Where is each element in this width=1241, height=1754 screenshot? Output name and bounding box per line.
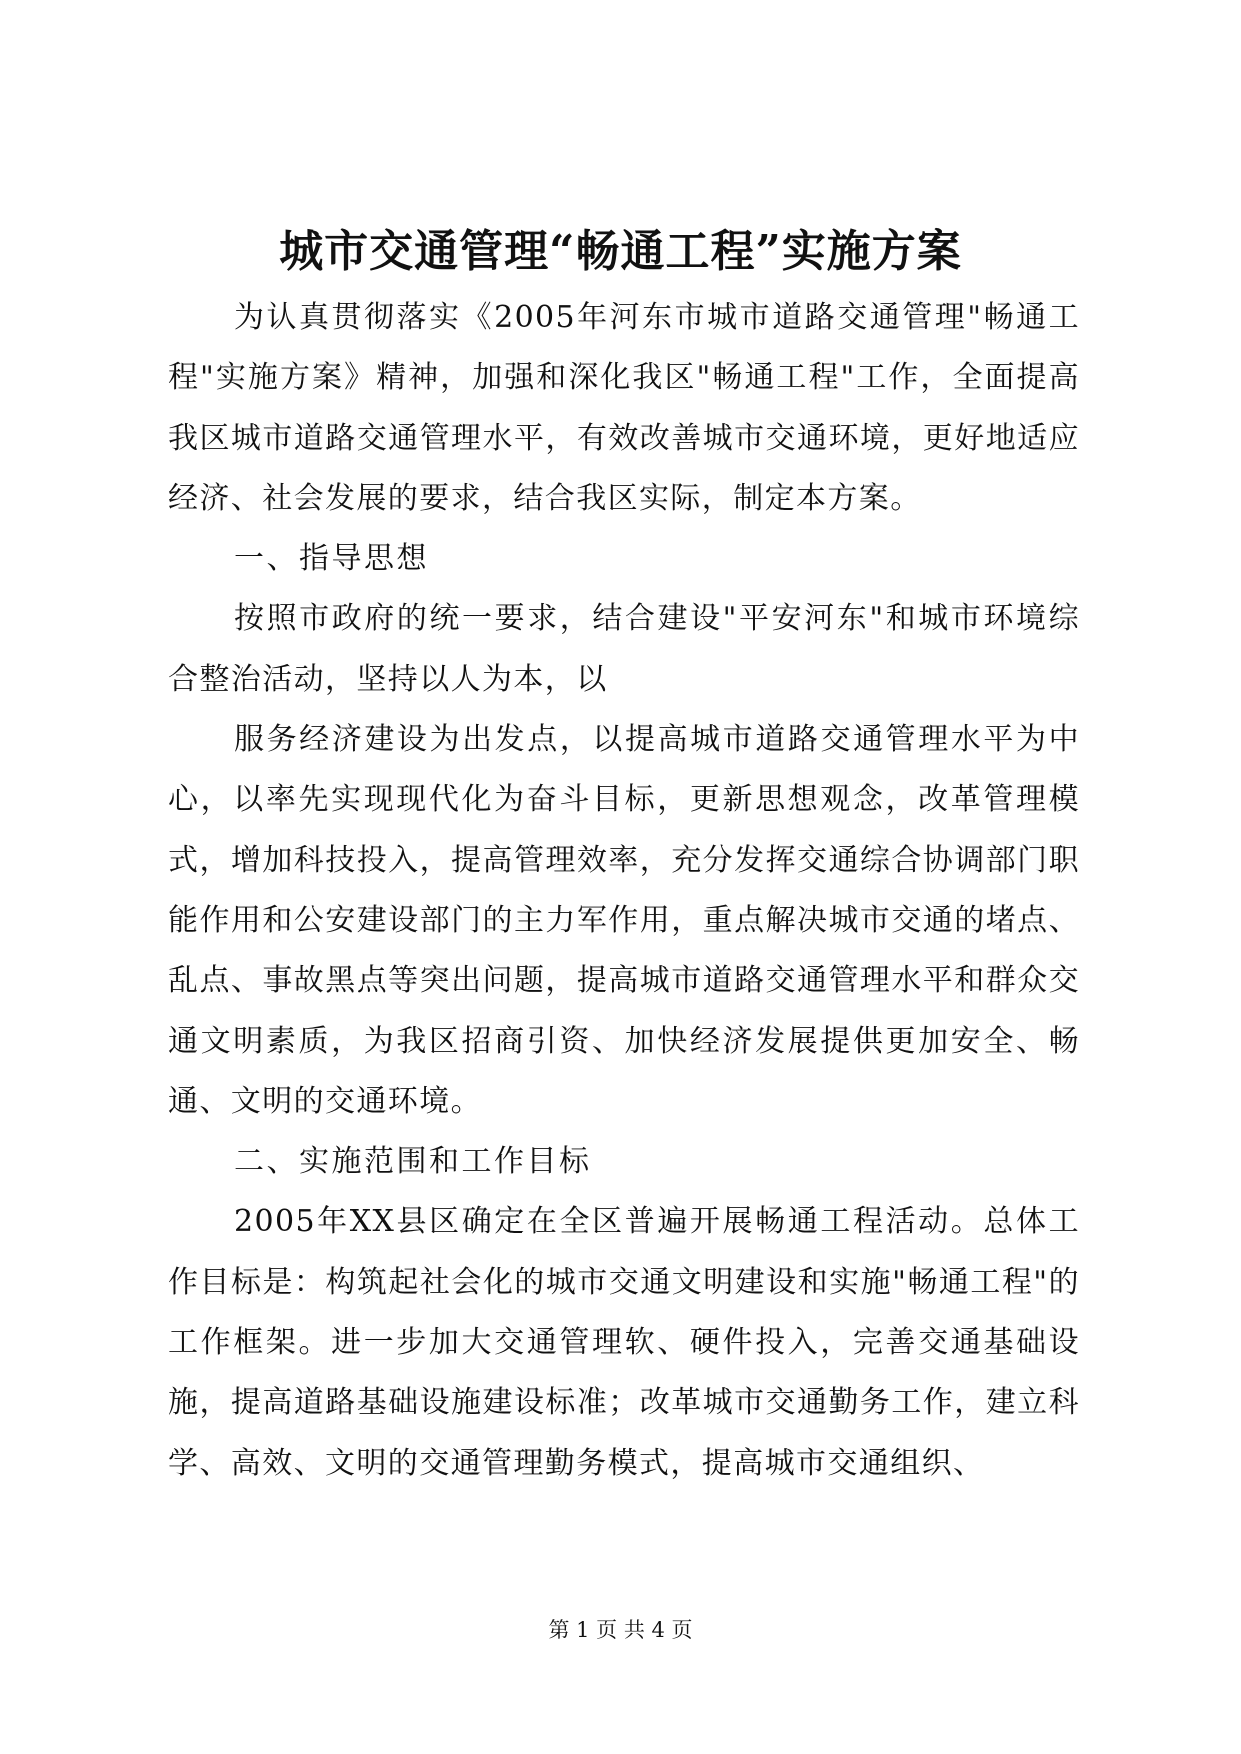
guiding-ideology-paragraph: 按照市政府的统一要求，结合建设"平安河东"和城市环境综合整治活动，坚持以人为本，以 [168,601,1080,697]
guiding-ideology-paragraph-continued: 服务经济建设为出发点，以提高城市道路交通管理水平为中心，以率先实现现代化为奋斗目标，更新思想观念，改革管理模式，增加科技投入，提高管理效率，充分发挥交通综合协调部门职能作用和公安建设部门的主力军作用，重点解决城市交通的堵点、乱点、事故黑点等突出问题，提高城市道路交通管理水平和群众交通文明素质，为我区招商引资、加快经济发展提供更加安全、畅通、文明的交通环境。 [168,722,1080,1119]
document-body [168,288,1080,1494]
scope-and-goals-paragraph: 2005年XX县区确定在全区普遍开展畅通工程活动。总体工作目标是：构筑起社会化的城市交通文明建设和实施"畅通工程"的工作框架。进一步加大交通管理软、硬件投入，完善交通基础设施，提高道路基础设施建设标准；改革城市交通勤务工作，建立科学、高效、文明的交通管理勤务模式，提高城市交通组织、 [168,1204,1080,1481]
section-heading-scope-and-goals: 二、实施范围和工作目标 [234,1144,592,1180]
page-number-footer: 第 1 页 共 4 页 [548,1618,693,1642]
section-heading-guiding-ideology: 一、指导思想 [234,541,429,577]
intro-paragraph: 为认真贯彻落实《2005年河东市城市道路交通管理"畅通工程"实施方案》精神，加强和深化我区"畅通工程"工作，全面提高我区城市道路交通管理水平，有效改善城市交通环境，更好地适应经济、社会发展的要求，结合我区实际，制定本方案。 [168,300,1080,516]
document-title: 城市交通管理“畅通工程”实施方案 [279,226,962,277]
